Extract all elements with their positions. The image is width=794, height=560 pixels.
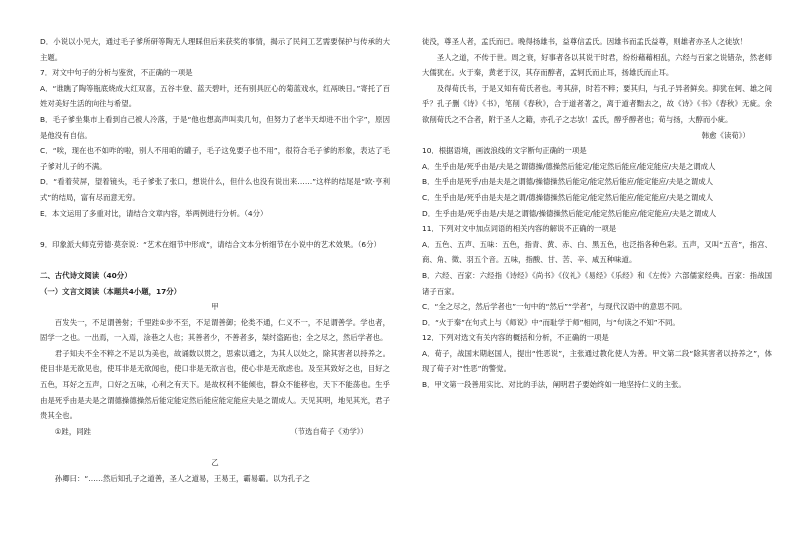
question-12: 12．下列对选文有关内容的概括和分析，不正确的一项是 (422, 333, 609, 343)
source-citation-yi: 韩愈《读荀》） (701, 130, 750, 140)
passage-yi-para1: 孙卿曰：“……然后知孔子之道善，圣人之道易，王易王，霸易霸。以为孔子之 (54, 473, 310, 483)
q7-option-b: B．毛子爹坐集市上看到自己被人冷落，于是“他也想高声叫卖几句，但努力了老半天却进不出个字”，原因是他没有自信。 (40, 114, 390, 140)
question-10: 10．根据语境，画波浪线的文字断句正确的一项是 (422, 146, 587, 156)
question-8: E．本文运用了多重对比，请结合文章内容，举两例进行分析。（4分） (40, 208, 268, 218)
passage-yi-cont: 徒没，尊圣人者，孟氏而已。晚得扬雄书，益尊信孟氏。因雄书而孟氏益尊，则雄者亦圣人之徒欤！ (422, 37, 748, 46)
passage-jia-para2: 君子知夫不全不粹之不足以为美也，故诵数以贯之，思索以通之，为其人以处之，除其害者以持养之。使目非是无欲见也，使耳非是无欲闻也，使口非是无欲言也，使心非是无欲虑也。及至其致好之也，目好之五色，耳好之五声，口好之五味，心利之有天下。是故权利不能倾也，群众不能移也，天下不能荡也。生乎由是死乎由是夫是之谓德操德操然后能定能定然后能应能定能应夫是之谓成人。天见其明，地见其光，君子贵其全也。 (40, 348, 390, 421)
section-heading: 二、古代诗文阅读（40分） (40, 270, 132, 280)
question-9: 9．印象派大师克劳德·莫奈说：“艺术在细节中形成”，请结合文本分析细节在小说中的艺术效果。（6分） (40, 239, 381, 249)
question-11: 11．下列对文中加点词语的相关内容的解说不正确的一项是 (422, 224, 617, 234)
q12-option-b: B．甲文第一段善用实比、对比的手法，阐明君子要始终如一地坚持仁义的主张。 (422, 380, 686, 390)
passage-yi-label: 乙 (211, 458, 219, 468)
q10-option-a: A．生乎由是/死乎由是/夫是之谓德操/德操然后能定/能定然后能应/能定能应/夫是之谓成人 (422, 161, 716, 171)
q7-option-a: A．“谁瞧了陶等瓶底烧成大红双喜，五谷丰登、蓝天碧叶，还有别具匠心的菊蓝戏水，红鬲映日。”寄托了百姓对美好生活的向往与希望。 (40, 83, 390, 109)
q11-option-d: D．“火于秦”在句式上与《师说》中“而耻学于师”相同，与“句读之不知”不同。 (422, 317, 680, 327)
q11-option-b: B．六经、百家：六经指《诗经》《尚书》《仪礼》《易经》《乐经》和《左传》六部儒家经典。百家：指战国诸子百家。 (422, 270, 772, 296)
passage-jia-para1: 百发失一，不足谓善射；千里跬①步不至，不足谓善御；伦类不通，仁义不一，不足谓善学。学也者，固学一之也。一出焉，一入焉，涂巷之人也；其善者少，不善者多，桀纣盗跖也；全之尽之，然后学者也。 (40, 317, 390, 343)
right-column (422, 34, 772, 393)
q11-option-c: C．“全之尽之，然后学者也”一句中的“然后”“学者”，与现代汉语中的意思不同。 (422, 302, 687, 312)
q6-option-d: D．小说以小见大，通过毛子爹所研等陶无人理睬但后来获奖的事情，揭示了民间工艺需要保护与传承的大主题。 (40, 37, 390, 62)
q7-option-c: C．“唉，现在也不如咋的啦，别人不用咱的罐子，毛子这免要子也不用”，很符合毛子爹的形象，表达了毛子爹对儿子的不满。 (40, 146, 390, 171)
subsection-heading: （一）文言文阅读（本题共4小题，17分） (40, 286, 182, 296)
q12-option-a: A．荀子，战国末期赵国人，提出“性恶说”，主张通过教化使人为善。甲文第二段“除其害者以持养之”，体现了荀子对“性恶”的警觉。 (422, 348, 772, 374)
q7-option-d: D．“看着荧屏，望着镜头，毛子爹张了张口，想说什么，但什么也没有说出来……”这样的结尾是“欧·亨利式”的结局，富有尽而意无穷。 (40, 177, 390, 202)
q10-option-d: D．生乎由是/死乎由是/夫是之谓德/操德操然后能定/能定然后能应/能定能应/夫是之谓成人 (422, 208, 717, 218)
passage-yi-para2: 圣人之道，不传于世。周之衰，好事者各以其说干时君，纷纷藉藉相乱，六经与百家之说错杂，然老师大儒犹在。火于秦，黄老于汉，其存而醇者，孟轲氏而止耳，扬雄氏而止耳。 (422, 52, 772, 78)
left-column (40, 34, 390, 486)
passage-yi-para3: 及得荀氏书，于是又知有荀氏者也。考其辞，时若不粹；要其归，与孔子异者鲜矣。抑犹在轲、雄之间乎？孔子删《诗》《书》，笔削《春秋》，合于道者著之，离于道者黜去之，故《诗》《书》《春秋》无疵。余欲削荀氏之不合者，附于圣人之籍，亦孔子之志欤！孟氏，醇乎醇者也；荀与扬，大醇而小疵。 (422, 83, 772, 124)
question-7: 7．对文中句子的分析与鉴赏，不正确的一项是 (40, 68, 193, 78)
q10-option-b: B．生乎由是死乎/由是夫是之谓德/操德操然后能定/能定然后能应/能定能应/夫是之谓成人 (422, 177, 713, 187)
q10-option-c: C．生乎由是/死乎由是夫是之谓/德操德操然后能定/能定然后能应/能定能应/夫是之谓成人 (422, 192, 714, 202)
footnote-row (40, 424, 390, 440)
passage-jia-label: 甲 (211, 302, 219, 312)
q11-option-a: A．五色、五声、五味：五色，指青、黄、赤、白、黑五色，也泛指各种色彩。五声，又叫“五音”，指宫、商、角、徵、羽五个音。五味，指酸、甘、苦、辛、咸五种味道。 (422, 239, 772, 265)
footnote: ①跬，同跬 (54, 426, 91, 436)
source-citation: （节选自荀子《劝学》） (290, 426, 368, 436)
